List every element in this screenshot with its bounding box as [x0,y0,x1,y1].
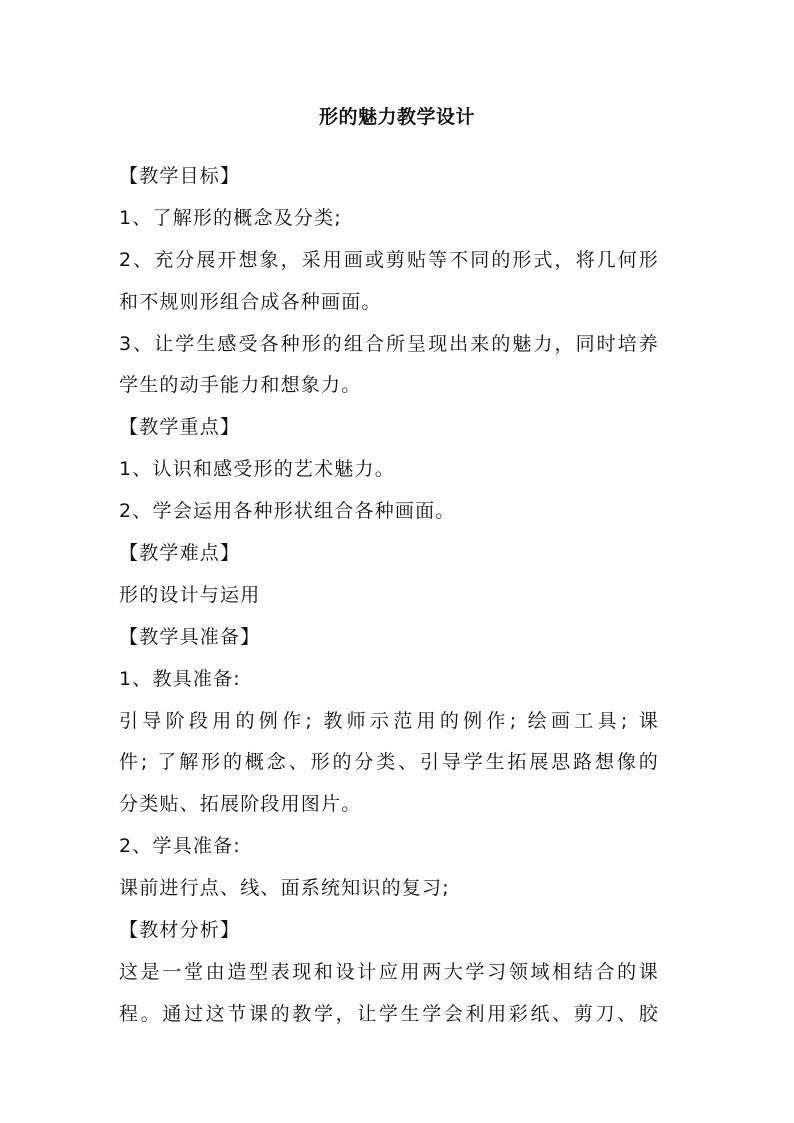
document-title: 形的魅力教学设计 [318,106,475,128]
materials-teacher-line-1: 引导阶段用的例作; 教师示范用的例作; 绘画工具; 课 [119,709,659,732]
difficulty-text: 形的设计与运用 [119,583,261,606]
section-heading-textbook-analysis: 【教材分析】 [119,919,241,942]
materials-teacher-heading: 1、教具准备: [119,667,241,690]
section-heading-teaching-goals: 【教学目标】 [119,165,241,187]
goal-item-2-line-1: 2、充分展开想象，采用画或剪贴等不同的形式，将几何形 [119,248,659,271]
section-heading-key-points: 【教学重点】 [119,416,241,439]
materials-teacher-line-3: 分类贴、拓展阶段用图片。 [119,793,362,816]
materials-student-text: 课前进行点、线、面系统知识的复习; [119,877,450,900]
key-point-item-2: 2、学会运用各种形状组合各种画面。 [119,500,456,523]
section-heading-materials: 【教学具准备】 [119,625,261,648]
goal-item-3-line-2: 学生的动手能力和想象力。 [119,374,362,397]
analysis-line-1: 这是一堂由造型表现和设计应用两大学习领域相结合的课 [119,960,659,983]
materials-teacher-line-2: 件; 了解形的概念、形的分类、引导学生拓展思路想像的 [119,751,659,774]
goal-item-1: 1、了解形的概念及分类; [119,206,342,229]
document-body [119,156,659,1036]
analysis-line-2: 程。通过这节课的教学，让学生学会利用彩纸、剪刀、胶 [119,1002,659,1025]
key-point-item-1: 1、认识和感受形的艺术魅力。 [119,458,395,481]
materials-student-heading: 2、学具准备: [119,835,241,858]
goal-item-2-line-2: 和不规则形组合成各种画面。 [119,290,382,313]
section-heading-difficulties: 【教学难点】 [119,542,241,565]
goal-item-3-line-1: 3、让学生感受各种形的组合所呈现出来的魅力，同时培养 [119,332,659,355]
